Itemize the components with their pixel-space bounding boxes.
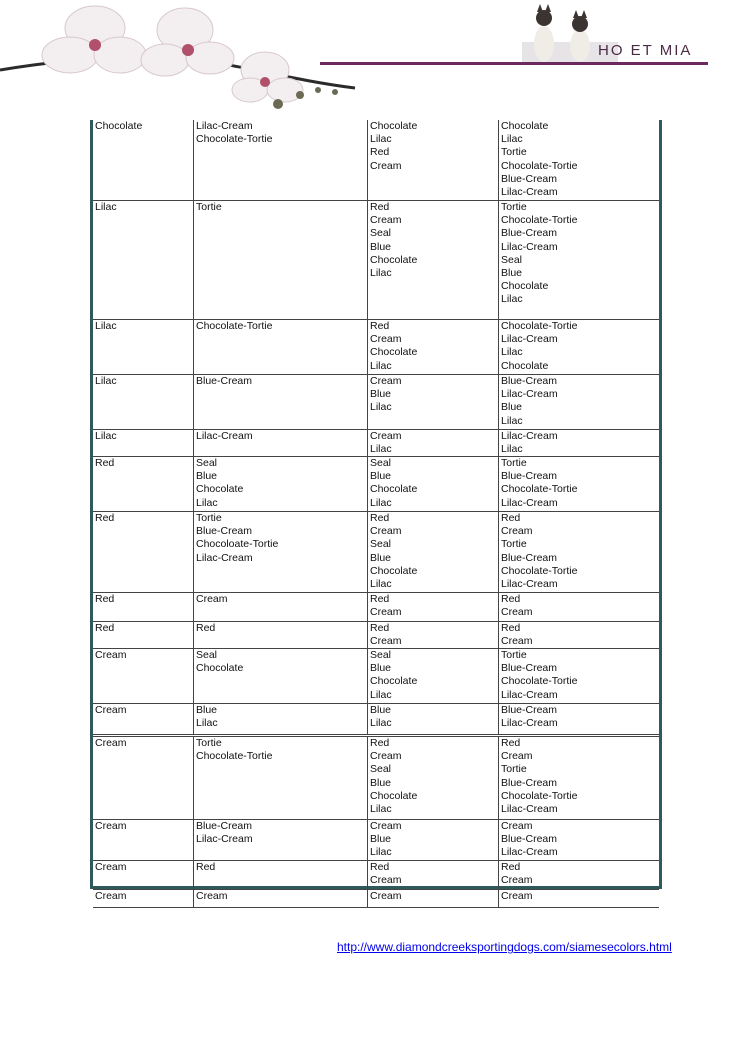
cell-line: Cream (501, 890, 533, 902)
table-cell (498, 704, 659, 734)
table-row (93, 704, 659, 737)
brand-wordmark: HO ET MIA (598, 42, 693, 59)
cell-line: Chocolate (370, 789, 418, 802)
cell-line: Lilac (370, 496, 392, 509)
cell-line: Red (95, 622, 115, 634)
table-cell (193, 375, 367, 429)
cell-line: Lilac-Cream (501, 688, 558, 701)
table-cell (498, 457, 659, 511)
cell-line: Cream (370, 214, 402, 227)
cell-line: Red (370, 320, 390, 332)
cell-line: Red (501, 861, 521, 873)
cell-line: Tortie (196, 737, 222, 749)
cell-line: Lilac-Cream (501, 333, 558, 346)
cell-line: Cream (370, 874, 402, 887)
table-cell (93, 430, 193, 456)
cell-line: Chocolate (370, 120, 418, 132)
cell-line: Red (95, 593, 115, 605)
cell-line: Lilac-Cream (196, 120, 253, 132)
cell-line: Lilac (370, 688, 392, 701)
cell-line: Cream (501, 874, 533, 887)
cell-line: Red (501, 737, 521, 749)
table-row (93, 120, 659, 201)
table-cell (93, 622, 193, 648)
table-cell (93, 593, 193, 621)
cell-line: Lilac (370, 717, 392, 730)
cell-line: Lilac-Cream (501, 846, 558, 859)
table-cell (93, 320, 193, 374)
table-cell (93, 457, 193, 511)
cell-line: Blue-Cream (501, 662, 558, 675)
cell-line: Lilac (95, 320, 117, 332)
source-link[interactable]: http://www.diamondcreeksportingdogs.com/siamesecolors.html (337, 940, 672, 954)
table-cell (193, 430, 367, 456)
page-header (0, 0, 751, 118)
color-genetics-table (90, 120, 662, 902)
cell-line: Blue (370, 662, 392, 675)
cell-line: Cream (370, 890, 402, 902)
table-row (93, 457, 659, 512)
table-row (93, 320, 659, 375)
cell-line: Cream (501, 525, 533, 538)
table-cell (498, 320, 659, 374)
cell-line: Chocolate-Tortie (501, 214, 578, 227)
cell-line: Red (370, 737, 390, 749)
cell-line: Lilac (95, 430, 117, 442)
cell-line: Blue (370, 704, 392, 716)
cell-line: Blue (370, 833, 392, 846)
cell-line: Tortie (501, 649, 527, 661)
table-cell (367, 890, 498, 907)
cell-line: Cream (370, 820, 402, 832)
table-cell (498, 512, 659, 592)
cell-line: Blue-Cream (501, 551, 558, 564)
cell-line: Red (95, 512, 115, 524)
table-cell (367, 512, 498, 592)
cell-line: Red (370, 622, 390, 634)
table-cell (498, 375, 659, 429)
cell-line: Cream (95, 861, 127, 873)
table-cell (93, 512, 193, 592)
cell-line: Cream (196, 890, 228, 902)
table-row (93, 201, 659, 320)
cell-line: Tortie (501, 763, 527, 776)
table-cell (498, 820, 659, 860)
cell-line: Cream (370, 525, 402, 538)
table-cell (367, 704, 498, 734)
table-cell (193, 737, 367, 819)
cell-line: Blue-Cream (196, 525, 253, 538)
cell-line: Cream (95, 649, 127, 661)
cell-line: Red (501, 512, 521, 524)
cell-line: Cream (370, 375, 402, 387)
cell-line: Cream (370, 750, 402, 763)
cell-line: Lilac (501, 346, 523, 359)
cell-line: Lilac-Cream (501, 578, 558, 591)
cell-line: Blue-Cream (196, 820, 253, 832)
cell-line: Red (196, 861, 216, 873)
cell-line: Chocolate-Tortie (501, 320, 578, 332)
table-cell (93, 704, 193, 734)
table-cell (498, 622, 659, 648)
cell-line: Lilac-Cream (196, 430, 253, 442)
cell-line: Lilac-Cream (501, 430, 558, 442)
table-cell (498, 430, 659, 456)
cell-line: Tortie (196, 512, 222, 524)
cell-line: Lilac-Cream (196, 551, 253, 564)
cell-line: Blue (370, 388, 392, 401)
table-cell (193, 120, 367, 200)
cell-line: Cream (501, 606, 533, 619)
cell-line: Chocolate (95, 120, 143, 132)
cell-line: Chocolate-Tortie (501, 159, 578, 172)
cell-line: Blue (196, 704, 218, 716)
cell-line: Blue (370, 776, 392, 789)
cell-line: Blue (501, 267, 523, 280)
table-cell (193, 890, 367, 907)
table-cell (193, 320, 367, 374)
cell-line: Blue-Cream (501, 704, 558, 716)
table-cell (367, 861, 498, 889)
table-cell (193, 820, 367, 860)
cell-line: Cream (95, 737, 127, 749)
table-cell (93, 375, 193, 429)
cell-line: Lilac-Cream (501, 717, 558, 730)
cell-line: Chocolate (370, 253, 418, 266)
cell-line: Red (370, 593, 390, 605)
cell-line: Chocolate (370, 675, 418, 688)
cell-line: Blue-Cream (501, 375, 558, 387)
cell-line: Lilac-Cream (501, 186, 558, 199)
cell-line: Lilac (370, 359, 392, 372)
cell-line: Cream (501, 820, 533, 832)
cell-line: Lilac (370, 578, 392, 591)
cell-line: Lilac (196, 717, 218, 730)
cell-line: Cream (95, 890, 127, 902)
table-cell (193, 861, 367, 889)
cell-line: Lilac (95, 201, 117, 213)
cell-line: Cream (196, 593, 228, 605)
table-cell (193, 649, 367, 703)
cell-line: Seal (196, 649, 218, 661)
table-cell (93, 737, 193, 819)
table-cell (93, 820, 193, 860)
table-cell (367, 201, 498, 319)
cell-line: Lilac (370, 267, 392, 280)
table-cell (193, 201, 367, 319)
cell-line: Tortie (501, 538, 527, 551)
table-cell (367, 593, 498, 621)
cell-line: Lilac (95, 375, 117, 387)
cell-line: Blue (370, 470, 392, 483)
cell-line: Red (196, 622, 216, 634)
table-cell (193, 512, 367, 592)
cell-line: Seal (501, 253, 523, 266)
cell-line: Red (95, 457, 115, 469)
cell-line: Chocolate-Tortie (196, 133, 273, 146)
cell-line: Chocolate (196, 483, 244, 496)
table-row (93, 820, 659, 861)
table-row (93, 890, 659, 908)
table-cell (498, 890, 659, 907)
table-cell (93, 120, 193, 200)
table-row (93, 861, 659, 890)
cell-line: Seal (370, 538, 392, 551)
cell-line: Lilac-Cream (501, 803, 558, 816)
table-cell (498, 649, 659, 703)
cell-line: Red (501, 593, 521, 605)
cell-line: Cream (370, 430, 402, 442)
cell-line: Tortie (196, 201, 222, 213)
cell-line: Lilac (501, 133, 523, 146)
table-cell (367, 120, 498, 200)
table-cell (498, 861, 659, 889)
table-cell (367, 430, 498, 456)
cell-line: Cream (370, 159, 402, 172)
cell-line: Chocolate-Tortie (196, 750, 273, 763)
table-cell (193, 704, 367, 734)
cell-line: Blue-Cream (501, 172, 558, 185)
cell-line: Lilac (370, 133, 392, 146)
cell-line: Blue-Cream (196, 375, 253, 387)
table-cell (498, 593, 659, 621)
table-cell (498, 201, 659, 319)
cell-line: Lilac (501, 293, 523, 306)
cell-line: Tortie (501, 457, 527, 469)
table-cell (367, 820, 498, 860)
header-rule (320, 62, 708, 65)
cell-line: Chocolate-Tortie (196, 320, 273, 332)
table-row (93, 737, 659, 820)
cell-line: Blue (196, 470, 218, 483)
cell-line: Tortie (501, 201, 527, 213)
cell-line: Red (370, 512, 390, 524)
cell-line: Blue (501, 401, 523, 414)
table-cell (367, 737, 498, 819)
cell-line: Blue (370, 240, 392, 253)
cell-line: Red (370, 861, 390, 873)
table-cell (367, 457, 498, 511)
table-row (93, 512, 659, 593)
cell-line: Cream (370, 333, 402, 346)
table-row (93, 622, 659, 649)
cell-line: Red (370, 146, 390, 159)
cell-line: Chocolate (501, 120, 549, 132)
cell-line: Lilac-Cream (196, 833, 253, 846)
orchid-branch-decoration (0, 0, 370, 118)
table-cell (498, 737, 659, 819)
table-row (93, 430, 659, 457)
cell-line: Chocoloate-Tortie (196, 538, 279, 551)
table-cell (193, 622, 367, 648)
cell-line: Seal (370, 227, 392, 240)
cell-line: Lilac-Cream (501, 496, 558, 509)
cell-line: Chocolate (370, 346, 418, 359)
cell-line: Blue-Cream (501, 833, 558, 846)
table-row (93, 375, 659, 430)
table-cell (93, 201, 193, 319)
cell-line: Seal (370, 763, 392, 776)
table-cell (367, 622, 498, 648)
cell-line: Blue-Cream (501, 470, 558, 483)
cell-line: Cream (501, 635, 533, 648)
cell-line: Lilac (196, 496, 218, 509)
cell-line: Blue-Cream (501, 227, 558, 240)
cell-line: Lilac (370, 846, 392, 859)
cell-line: Lilac (370, 443, 392, 456)
table-cell (93, 890, 193, 907)
cell-line: Chocolate (501, 359, 549, 372)
table-cell (93, 861, 193, 889)
table-cell (193, 593, 367, 621)
cell-line: Cream (95, 704, 127, 716)
cell-line: Lilac (370, 401, 392, 414)
cell-line: Lilac-Cream (501, 240, 558, 253)
cell-line: Chocolate (370, 483, 418, 496)
cell-line: Chocolate (196, 662, 244, 675)
cell-line: Chocolate (501, 280, 549, 293)
cell-line: Blue (370, 551, 392, 564)
cell-line: Cream (501, 750, 533, 763)
cell-line: Lilac (501, 443, 523, 456)
table-cell (367, 649, 498, 703)
cell-line: Blue-Cream (501, 776, 558, 789)
table-cell (93, 649, 193, 703)
cell-line: Chocolate-Tortie (501, 789, 578, 802)
cell-line: Chocolate (370, 564, 418, 577)
cell-line: Lilac (370, 803, 392, 816)
cell-line: Tortie (501, 146, 527, 159)
table-cell (193, 457, 367, 511)
cell-line: Seal (370, 649, 392, 661)
table-row (93, 593, 659, 622)
table-cell (367, 320, 498, 374)
table-row (93, 649, 659, 704)
cell-line: Lilac (501, 414, 523, 427)
table-cell (498, 120, 659, 200)
cell-line: Lilac-Cream (501, 388, 558, 401)
cell-line: Cream (370, 635, 402, 648)
cell-line: Cream (370, 606, 402, 619)
table-cell (367, 375, 498, 429)
cell-line: Cream (95, 820, 127, 832)
cell-line: Seal (370, 457, 392, 469)
cell-line: Chocolate-Tortie (501, 564, 578, 577)
cell-line: Red (501, 622, 521, 634)
cell-line: Chocolate-Tortie (501, 675, 578, 688)
cell-line: Seal (196, 457, 218, 469)
cell-line: Red (370, 201, 390, 213)
cell-line: Chocolate-Tortie (501, 483, 578, 496)
